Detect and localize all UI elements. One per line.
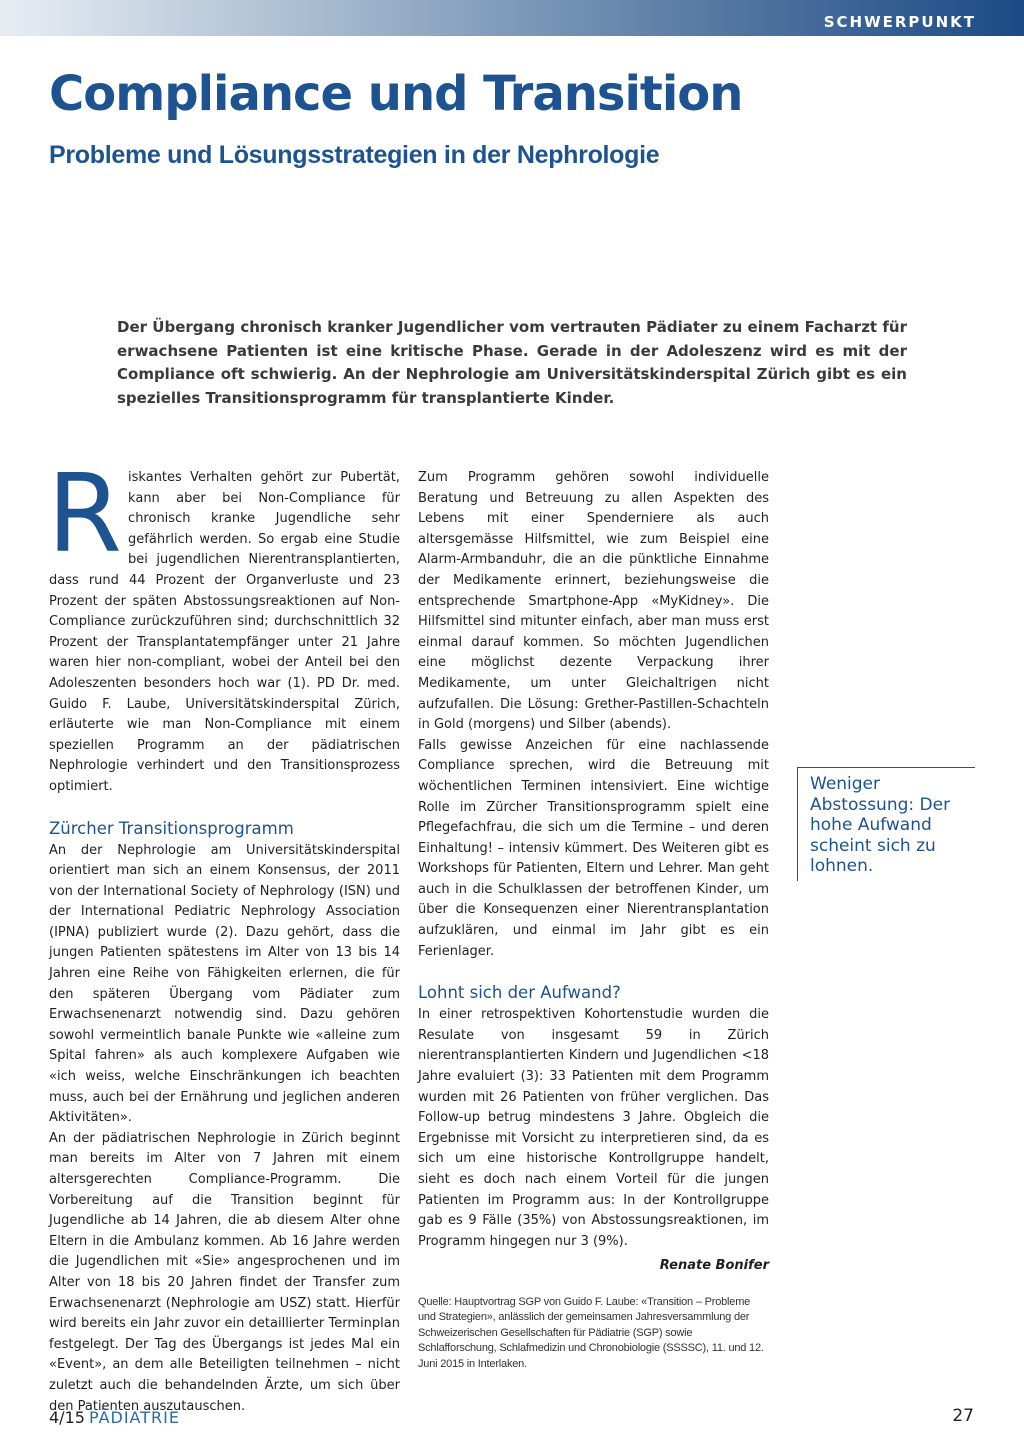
footer-issue bbox=[49, 1408, 180, 1427]
section-heading-effort: Lohnt sich der Aufwand? bbox=[418, 983, 621, 1003]
paragraph: An der Nephrologie am Universitätskinderspital orientiert man sich an einem Konsensus, der 2011 von der International Society of Nephrology (ISN) und der International Pediatric Nephrology Association (IPNA) publiziert wurde (2). Dazu gehört, dass die jungen Patienten spätestens im Alter von 13 bis 14 Jahren eine Reihe von Fähigkeiten erlernen, die für den späteren Übergang vom Pädiater zum Erwachsenenarzt notwendig sind. Dazu gehören sowohl vermeintlich banale Punkte wie «alleine zum Spital fahren» als auch komplexere Aufgaben wie «ich weiss, welche Einschränkungen ich beachten muss, auch bei der Ernährung und jeglichen anderen Aktivitäten». bbox=[49, 842, 400, 1126]
intro-text: iskantes Verhalten gehört zur Pubertät, kann aber bei Non-Compliance für chronisch kranke Jugendliche sehr gefährlich werden. So ergab eine Studie bei jugendlichen Nierentransplantierten, dass rund 44 Prozent der Organverluste und 23 Prozent der späten Abstossungsreaktionen auf Non-Compliance zurückzuführen sind; durchschnittlich 32 Prozent der Transplantatempfänger unter 21 Jahre waren hier non-compliant, wobei der Anteil bei den Adoleszenten besonders hoch war (1). PD Dr. med. Guido F. Laube, Universitätskinderspital Zürich, erläuterte wie man Non-Compliance mit einem speziellen Programm an der pädiatrischen Nephrologie verhindert und den Transitionsprozess optimiert. bbox=[49, 470, 400, 794]
article-lead: Der Übergang chronisch kranker Jugendlicher vom vertrauten Pädiater zu einem Facharzt für erwachsene Patienten ist eine kritische Phase. Gerade in der Adoleszenz wird es mit der Compliance oft schwierig. An der Nephrologie am Universitätskinderspital Zürich gibt es ein spezielles Transitionsprogramm für transplantierte Kinder. bbox=[117, 318, 907, 407]
paragraph: An der pädiatrischen Nephrologie in Zürich beginnt man bereits im Alter von 7 Jahren mit einem altersgerechten Compliance-Programm. Die Vorbereitung auf die Transition beginnt für Jugendliche ab 14 Jahren, die ab diesem Alter ohne Eltern in die Ambulanz kommen. Ab 16 Jahre werden die Jugendlichen mit «Sie» angesprochenen und im Alter von 18 bis 20 Jahren findet der Transfer zum Erwachsenenarzt (Nephrologie am USZ) statt. Hierfür wird bereits ein Jahr zuvor ein detaillierter Terminplan festgelegt. Der Tag des Übergangs ist jedes Mal ein «Event», an dem alle Beteiligten teilnehmen – nicht zuletzt auch die behandelnden Ärzte, um sich über den Patienten auszutauschen. bbox=[49, 1130, 400, 1414]
source-note: Quelle: Hauptvortrag SGP von Guido F. Laube: «Transition – Probleme und Strategien», anlässlich der gemeinsamen Jahresversammlung der Schweizerischen Gesellschaften für Pädiatrie (SGP) sowie Schlafforschung, Schlafmedizin und Chronobiologie (SSSSC), 11. und 12. Juni 2015 in Interlaken. bbox=[418, 1295, 764, 1370]
paragraph: Zum Programm gehören sowohl individuelle Beratung und Betreuung zu allen Aspekten des Lebens mit einer Spenderniere als auch altersgemässe Hilfsmittel, wie zum Beispiel eine Alarm-Armbanduhr, die an die pünktliche Einnahme der Medikamente erinnert, beziehungsweise die entsprechende Smartphone-App «MyKidney». Die Hilfsmittel sind mitunter einfach, aber man muss erst einmal darauf kommen. So möchten Jugendlichen eine möglichst dezente Verpackung ihrer Medikamente, um unter Gleichaltrigen nicht aufzufallen. Die Lösung: Grether-Pastillen-Schachteln in Gold (morgens) und Silber (abends). bbox=[418, 470, 769, 733]
pull-quote: Weniger Abstossung: Der hohe Aufwand scheint sich zu lohnen. bbox=[797, 767, 975, 881]
article-subtitle: Probleme und Lösungsstrategien in der Nephrologie bbox=[49, 141, 660, 169]
article-title: Compliance und Transition bbox=[49, 66, 743, 122]
section-heading-transition: Zürcher Transitionsprogramm bbox=[49, 818, 294, 838]
magazine-name: PÄDIATRIE bbox=[88, 1408, 180, 1427]
section-label: SCHWERPUNKT bbox=[823, 13, 976, 31]
column-left bbox=[47, 452, 400, 1417]
issue-number: 4/15 bbox=[49, 1408, 85, 1427]
column-middle bbox=[418, 468, 769, 1372]
intro-paragraph bbox=[47, 452, 400, 798]
paragraph: In einer retrospektiven Kohortenstudie wurden die Resulate von insgesamt 59 in Zürich nierentransplantierten Kindern und Jugendlichen <18 Jahre evaluiert (3): 33 Patienten mit dem Programm wurden mit 26 Patienten von früher verglichen. Das Follow-up betrug mindestens 3 Jahre. Obgleich die Ergebnisse mit Vorsicht zu interpretieren sind, da es sich um eine historische Kontrollgruppe handelt, sieht es doch nach einem Vorteil für die jungen Patienten im Programm aus: In der Kontrollgruppe gab es 9 Fälle (35%) von Abstossungsreaktionen, im Programm hingegen nur 3 (9%). bbox=[418, 1007, 769, 1249]
paragraph: Falls gewisse Anzeichen für eine nachlassende Compliance sprechen, wird die Betreuung mit wöchentlichen Terminen intensiviert. Eine wichtige Rolle im Zürcher Transitionsprogramm spielt eine Pflegefachfrau, die sich um die Termine – und deren Einhaltung! – intensiv kümmert. Des Weiteren gibt es Workshops für Patienten, Eltern und Lehrer. Man geht auch in die Schulklassen der betroffenen Kinder, um über die Konsequenzen einer Nierentransplantation aufzuklären, und einmal im Jahr gibt es ein Ferienlager. bbox=[418, 737, 769, 959]
page-number: 27 bbox=[952, 1406, 974, 1426]
author-byline: Renate Bonifer bbox=[659, 1258, 769, 1274]
header-bar bbox=[0, 0, 1024, 36]
dropcap: R bbox=[47, 452, 123, 577]
